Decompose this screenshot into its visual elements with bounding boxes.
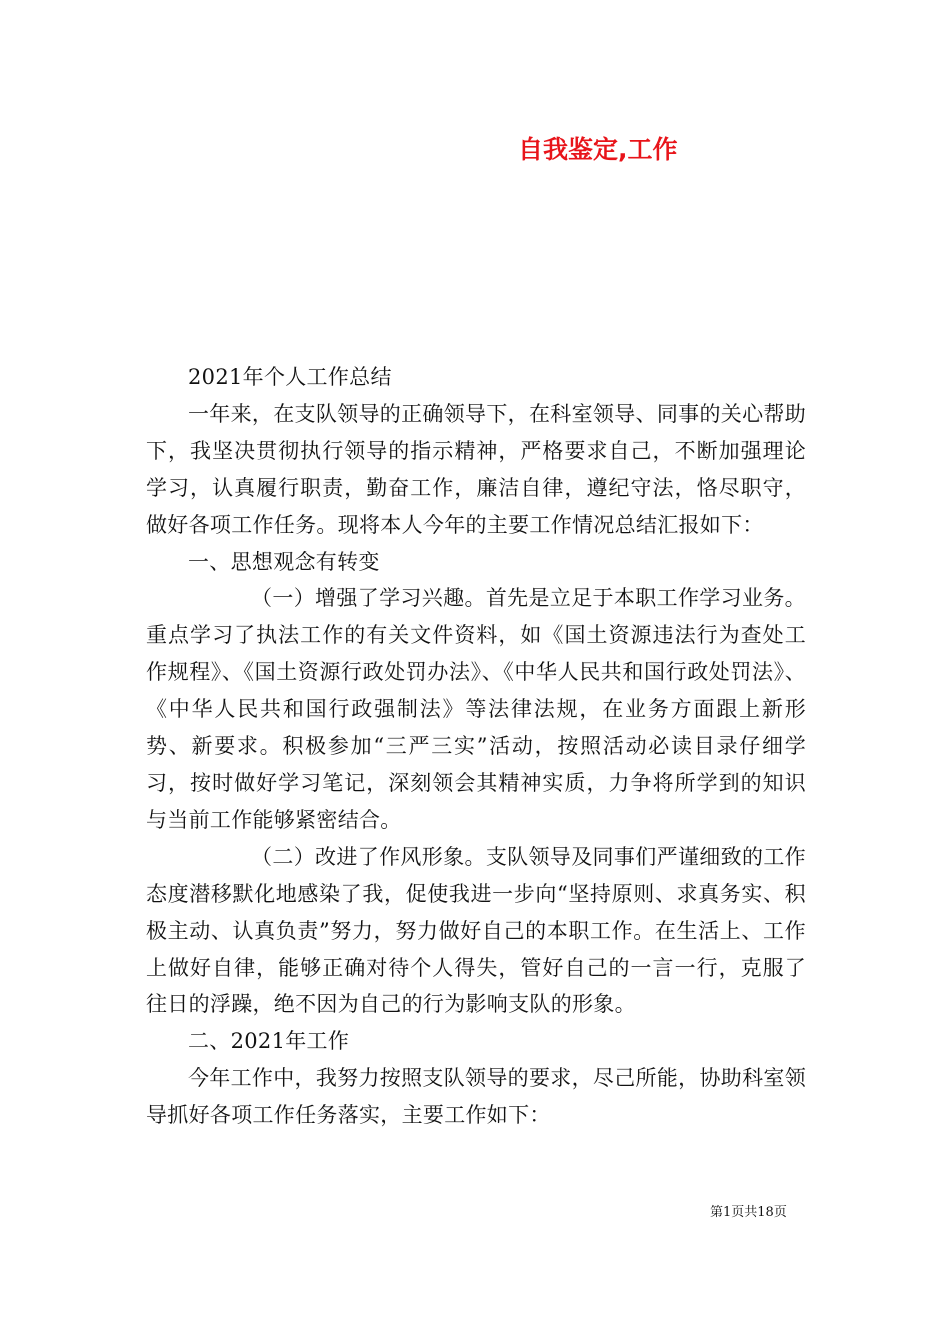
page-footer: 第1页共18页 — [710, 1205, 787, 1220]
intro-paragraph: 一年来，在支队领导的正确领导下，在科室领导、同事的关心帮助下，我坚决贯彻执行领导的指示精神，严格要求自己，不断加强理论学习，认真履行职责，勤奋工作，廉洁自律，遵纪守法，恪尽职守，做好各项工作任务。现将本人今年的主要工作情况总结汇报如下： — [146, 401, 806, 537]
subsection-style: （二）改进了作风形象。支队领导及同事们严谨细致的工作态度潜移默化地感染了我，促使我进一步向“坚持原则、求真务实、积极主动、认真负责”努力，努力做好自己的本职工作。在生活上、工作上做好自律，能够正确对待个人得失，管好自己的一言一行，克服了往日的浮躁，绝不因为自己的行为影响支队的形象。 — [146, 844, 806, 1017]
subsection-study: （一）增强了学习兴趣。首先是立足于本职工作学习业务。重点学习了执法工作的有关文件资料，如《国土资源违法行为查处工作规程》、《国土资源行政处罚办法》、《中华人民共和国行政处罚法》、《中华人民共和国行政强制法》等法律法规，在业务方面跟上新形势、新要求。积极参加“三严三实”活动，按照活动必读目录仔细学习，按时做好学习笔记，深刻领会其精神实质，力争将所学到的知识与当前工作能够紧密结合。 — [146, 586, 806, 832]
work-paragraph: 今年工作中，我努力按照支队领导的要求，尽己所能，协助科室领导抓好各项工作任务落实，主要工作如下： — [146, 1066, 806, 1128]
page-title: 自我鉴定,工作 — [518, 135, 678, 164]
section-heading-thinking: 一、思想观念有转变 — [188, 549, 380, 574]
document-body — [146, 359, 806, 1134]
section-heading-work: 二、2021年工作 — [188, 1029, 350, 1054]
section-heading-summary: 2021年个人工作总结 — [188, 365, 392, 389]
